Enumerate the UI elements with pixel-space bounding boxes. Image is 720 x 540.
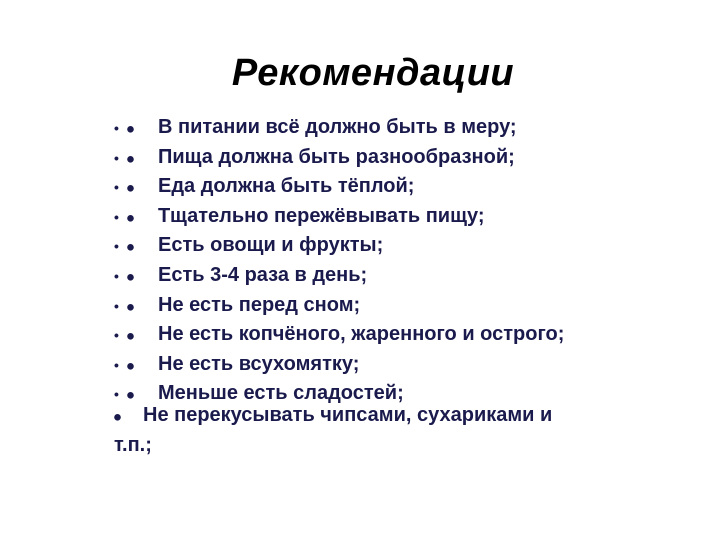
extra-line-1-text: Не перекусывать чипсами, сухариками и: [143, 404, 553, 426]
dot-bullet-icon: ⦁: [127, 149, 134, 166]
list-item: [114, 323, 674, 353]
list-item: [114, 294, 674, 324]
list-item: [114, 116, 674, 146]
dot-bullet-icon: ⦁: [127, 179, 134, 196]
bullet-icon: •: [114, 327, 119, 344]
list-item-text: Тщательно пережёвывать пищу;: [158, 204, 485, 227]
bullet-icon: •: [114, 267, 119, 284]
list-item-text: Есть 3-4 раза в день;: [158, 263, 368, 286]
extra-line-1: [114, 401, 674, 431]
bullet-icon: •: [114, 149, 119, 166]
list-item: [114, 234, 674, 264]
list-item: [114, 175, 674, 205]
bullet-icon: •: [114, 386, 119, 403]
bullet-icon: •: [114, 356, 119, 373]
list-item-text: Не есть копчёного, жаренного и острого;: [158, 323, 565, 346]
list-item-text: Есть овощи и фрукты;: [158, 234, 384, 257]
list-item-text: Не есть перед сном;: [158, 293, 361, 316]
list-item-text: Меньше есть сладостей;: [158, 382, 404, 405]
dot-bullet-icon: ⦁: [127, 297, 134, 314]
dot-bullet-icon: ⦁: [114, 408, 121, 424]
dot-bullet-icon: ⦁: [127, 238, 134, 255]
dot-bullet-icon: ⦁: [127, 267, 134, 284]
dot-bullet-icon: ⦁: [127, 120, 134, 136]
dot-bullet-icon: ⦁: [127, 327, 134, 344]
dot-bullet-icon: ⦁: [127, 208, 134, 225]
bullet-icon: •: [114, 179, 119, 196]
extra-recommendation: [114, 401, 674, 460]
bullet-icon: •: [114, 208, 119, 225]
bullet-icon: •: [114, 120, 119, 136]
list-item: [114, 353, 674, 383]
list-item: [114, 264, 674, 294]
dot-bullet-icon: ⦁: [127, 386, 134, 403]
list-item: [114, 146, 674, 176]
extra-line-2: т.п.;: [114, 434, 152, 456]
slide-title: Рекомендации: [231, 52, 515, 94]
list-item-text: В питании всё должно быть в меру;: [158, 116, 517, 138]
bullet-icon: •: [114, 238, 119, 255]
dot-bullet-icon: ⦁: [127, 356, 134, 373]
list-item: [114, 205, 674, 235]
recommendations-list: [114, 116, 674, 412]
list-item-text: Не есть всухомятку;: [158, 352, 360, 375]
bullet-icon: •: [114, 297, 119, 314]
list-item-text: Пища должна быть разнообразной;: [158, 145, 515, 168]
list-item-text: Еда должна быть тёплой;: [158, 175, 415, 198]
